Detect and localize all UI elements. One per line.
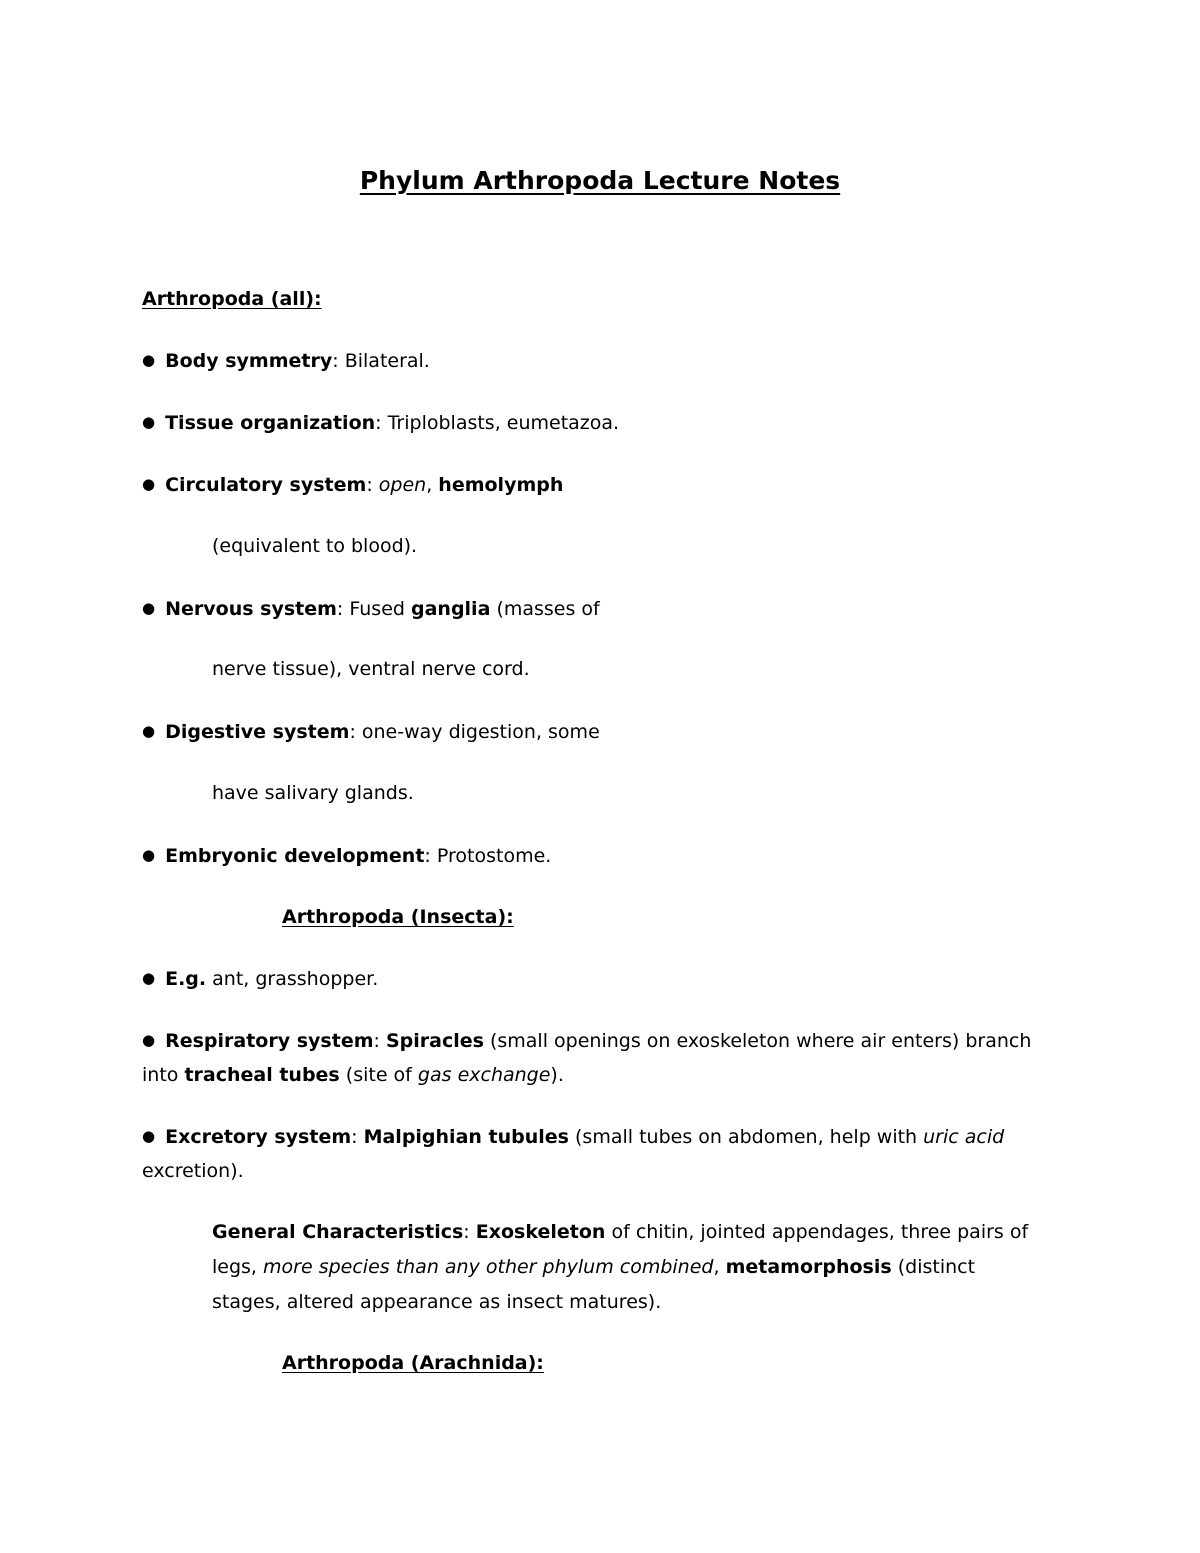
item-separator: : <box>366 474 379 496</box>
bullet-icon: ● <box>142 351 156 369</box>
item-label: Circulatory system <box>165 474 367 496</box>
item-separator: : <box>351 1126 364 1148</box>
item-text-2: (site of <box>339 1064 418 1086</box>
page-title: Phylum Arthropoda Lecture Notes <box>359 166 841 195</box>
list-item-respiratory-system <box>142 1023 1031 1059</box>
list-item-excretory-system <box>142 1119 1004 1155</box>
item-text: of chitin, jointed appendages, three pairs of <box>605 1221 1029 1243</box>
item-bold-term: Malpighian tubules <box>363 1126 569 1148</box>
item-label: Respiratory system <box>165 1030 374 1052</box>
item-comma: , <box>426 474 439 496</box>
list-item-example <box>142 961 378 997</box>
bullet-icon: ● <box>142 475 156 493</box>
item-text-2: , <box>713 1256 726 1278</box>
item-separator: : <box>463 1221 476 1243</box>
item-italic-text: uric acid <box>923 1126 1005 1148</box>
general-characteristics-line-1 <box>212 1215 1028 1250</box>
item-text: one-way digestion, some <box>361 721 600 743</box>
general-characteristics-line-3: stages, altered appearance as insect matures). <box>212 1291 662 1313</box>
list-item-tissue-organization <box>142 405 619 441</box>
item-italic-text: open <box>378 474 427 496</box>
item-bold-term: hemolymph <box>438 474 564 496</box>
item-text: Triploblasts, eumetazoa. <box>387 412 620 434</box>
bullet-icon: ● <box>142 969 156 987</box>
section-heading-all: Arthropoda (all): <box>142 288 322 310</box>
list-item-digestive-system <box>142 714 600 750</box>
list-item-respiratory-continuation <box>142 1058 564 1093</box>
bullet-icon: ● <box>142 599 156 617</box>
item-separator: : <box>336 598 350 620</box>
bullet-icon: ● <box>142 846 156 864</box>
item-bold-term: Spiracles <box>385 1030 484 1052</box>
item-text: (small openings on exoskeleton where air enters) branch <box>483 1030 1032 1052</box>
item-text: Bilateral. <box>344 350 430 372</box>
item-text-3: (distinct <box>891 1256 976 1278</box>
section-heading-arachnida: Arthropoda (Arachnida): <box>282 1352 544 1374</box>
list-item-nervous-system <box>142 591 600 627</box>
general-characteristics-line-2 <box>212 1250 975 1285</box>
item-label: Digestive system <box>165 721 350 743</box>
item-text-3: ). <box>550 1064 564 1086</box>
item-bold-term: Exoskeleton <box>475 1221 606 1243</box>
bullet-icon: ● <box>142 1031 156 1049</box>
list-item-embryonic-development <box>142 838 551 874</box>
bullet-icon: ● <box>142 1127 156 1145</box>
item-separator: : <box>424 845 437 867</box>
list-item-digestive-continuation: have salivary glands. <box>212 782 414 804</box>
item-label: General Characteristics <box>212 1221 464 1243</box>
item-text: Fused <box>349 598 411 620</box>
item-separator: : <box>349 721 362 743</box>
item-label: E.g. <box>165 968 207 990</box>
item-bold-term: ganglia <box>411 598 491 620</box>
bullet-icon: ● <box>142 722 156 740</box>
item-bold-term: metamorphosis <box>725 1256 892 1278</box>
item-label: Body symmetry <box>165 350 333 372</box>
item-label: Excretory system <box>165 1126 352 1148</box>
list-item-body-symmetry <box>142 343 430 379</box>
item-text: legs, <box>212 1256 264 1278</box>
item-separator: : <box>373 1030 386 1052</box>
item-text: (small tubes on abdomen, help with <box>568 1126 924 1148</box>
item-text-2: (masses of <box>490 598 600 620</box>
item-separator: : <box>375 412 388 434</box>
bullet-icon: ● <box>142 413 156 431</box>
list-item-excretory-continuation: excretion). <box>142 1160 244 1182</box>
list-item-nervous-continuation: nerve tissue), ventral nerve cord. <box>212 658 530 680</box>
section-heading-insecta: Arthropoda (Insecta): <box>282 906 514 928</box>
item-separator: : <box>332 350 345 372</box>
item-text: ant, grasshopper. <box>206 968 379 990</box>
item-text: Protostome. <box>436 845 552 867</box>
item-label: Tissue organization <box>165 412 376 434</box>
list-item-circulatory-continuation: (equivalent to blood). <box>212 535 418 557</box>
item-bold-term: tracheal tubes <box>184 1064 340 1086</box>
item-italic-text: more species than any other phylum combined <box>263 1256 714 1278</box>
list-item-circulatory-system <box>142 467 563 503</box>
item-label: Embryonic development <box>165 845 425 867</box>
item-label: Nervous system <box>165 598 337 620</box>
item-italic-text: gas exchange <box>417 1064 551 1086</box>
item-text: into <box>142 1064 185 1086</box>
